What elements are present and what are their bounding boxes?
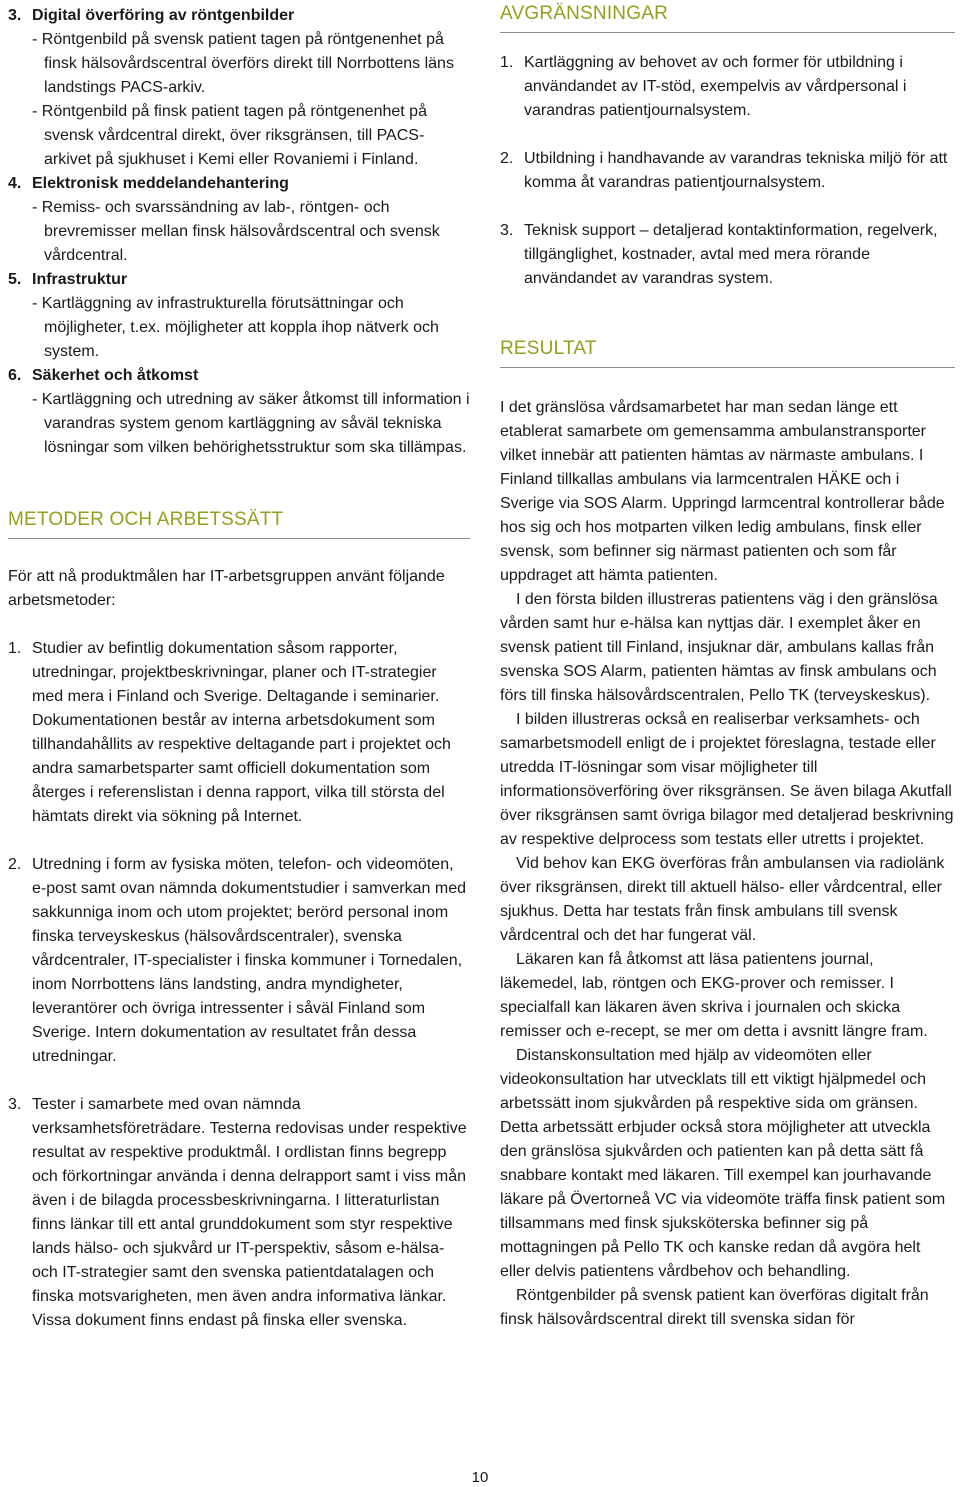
item-title: Infrastruktur <box>32 271 128 288</box>
list-item-4 <box>8 172 470 268</box>
item-sub: - Kartläggning av infrastrukturella förutsättningar och möjligheter, t.ex. möjligheter att koppla ihop nätverk och system. <box>32 295 439 360</box>
methods-intro: För att nå produktmålen har IT-arbetsgruppen använt följande arbetsmetoder: <box>8 568 445 609</box>
method-item-3 <box>8 1093 470 1333</box>
limit-number: 3. <box>500 222 514 239</box>
limit-text: Kartläggning av behovet av och former för utbildning i användandet av IT-stöd, exempelvis av vårdpersonal i varandras patientjournalsystem. <box>524 54 907 119</box>
item-number: 3. <box>8 7 22 24</box>
method-number: 1. <box>8 640 22 657</box>
method-number: 2. <box>8 856 22 873</box>
limits-heading: AVGRÄNSNINGAR <box>500 2 955 33</box>
item-sub: - Remiss- och svarssändning av lab-, röntgen- och brevremisser mellan finsk hälsovårdscentral och svensk vårdcentral. <box>32 199 440 264</box>
item-sub: - Röntgenbild på finsk patient tagen på röntgenenhet på svensk vårdcentral direkt, över riksgränsen, till PACS-arkivet på sjukhuset i Kemi eller Rovaniemi i Finland. <box>32 103 427 168</box>
result-paragraph: Läkaren kan få åtkomst att läsa patientens journal, läkemedel, lab, röntgen och EKG-prover och remisser. I specialfall kan läkaren även skriva i journalen och skicka remisser och e-recept, se mer om detta i avsnitt längre fram. <box>500 951 928 1040</box>
method-item-2 <box>8 853 470 1069</box>
result-paragraph: I det gränslösa vårdsamarbetet har man sedan länge ett etablerat samarbete om gemensamma ambulanstransporter vilket innebär att patienten hämtas av närmaste ambulans. I Finland tillkallas ambulans via larmcentralen HÄKE och i Sverige via SOS Alarm. Uppringd larmcentral kontrollerar både hos sig och hos motparten vilken ledig ambulans, finsk eller svensk, som befinner sig närmast patienten och som får uppdraget att hämta patienten. <box>500 399 945 584</box>
list-item-3 <box>8 4 470 172</box>
method-item-1 <box>8 637 470 829</box>
item-title: Elektronisk meddelandehantering <box>32 175 289 192</box>
limit-text: Utbildning i handhavande av varandras tekniska miljö för att komma åt varandras patientjournalsystem. <box>524 150 948 191</box>
item-number: 5. <box>8 271 22 288</box>
result-heading: RESULTAT <box>500 337 955 368</box>
item-title: Digital överföring av röntgenbilder <box>32 7 295 24</box>
limit-item-3 <box>500 219 955 291</box>
item-sub: - Kartläggning och utredning av säker åtkomst till information i varandras system genom kartläggning av såväl tekniska lösningar som vilken behörighetsstruktur som ska tillämpas. <box>32 391 470 456</box>
result-paragraph: Vid behov kan EKG överföras från ambulansen via radiolänk över riksgränsen, direkt till aktuell hälso- eller vårdcentral, eller sjukhus. Detta har testats från finsk ambulans till svensk vårdcentral och det har fungerat väl. <box>500 855 945 944</box>
result-paragraph: Röntgenbilder på svensk patient kan överföras digitalt från finsk hälsovårdscentral direkt till svenska sidan för <box>500 1287 929 1328</box>
list-item-6 <box>8 364 470 460</box>
method-number: 3. <box>8 1096 22 1113</box>
limit-number: 1. <box>500 54 514 71</box>
result-paragraph: Distanskonsultation med hjälp av videomöten eller videokonsultation har utvecklats till ett viktigt hjälpmedel och arbetssätt inom sjukvården på respektive sida om gränsen. Detta arbetssätt erbjuder också stora möjligheter att utveckla den gränslösa sjukvården och patienten kan på detta sätt få snabbare kontakt med läkaren. Till exempel kan jourhavande läkare på Övertorneå VC via videomöte träffa finsk patient som tillsammans med finsk sjuksköterska befinner sig på mottagningen på Pello TK och kanske redan då avgöra helt eller delvis patientens vårdbehov och behandling. <box>500 1047 946 1280</box>
limit-item-1 <box>500 51 955 123</box>
page-number: 10 <box>471 1469 489 1486</box>
limit-number: 2. <box>500 150 514 167</box>
item-sub: - Röntgenbild på svensk patient tagen på röntgenenhet på finsk hälsovårdscentral överförs direkt till Norrbottens läns landstings PACS-arkiv. <box>32 31 454 96</box>
methods-heading: METODER OCH ARBETSSÄTT <box>8 508 470 539</box>
item-number: 4. <box>8 175 22 192</box>
item-title: Säkerhet och åtkomst <box>32 367 199 384</box>
result-paragraph: I bilden illustreras också en realiserbar verksamhets- och samarbetsmodell enligt de i projektet föreslagna, testade eller utredda IT-lösningar som visar möjligheter till informationsöverföring över riksgränsen. Se även bilaga Akutfall över riksgränsen samt övriga bilagor med detaljerad beskrivning av respektive delprocess som testats eller utretts i projektet. <box>500 711 954 848</box>
left-column <box>8 0 470 1333</box>
method-text: Studier av befintlig dokumentation såsom rapporter, utredningar, projektbeskrivningar, planer och IT-strategier med mera i Finland och Sverige. Deltagande i seminarier. Dokumentationen består av interna arbetsdokument som tillhandahållits av respektive deltagande part i projektet och andra samarbetsparter samt officiell dokumentation som återges i referenslistan i denna rapport, vilka till största del hämtats direkt via sökning på Internet. <box>32 640 451 825</box>
list-item-5 <box>8 268 470 364</box>
method-text: Utredning i form av fysiska möten, telefon- och videomöten, e-post samt ovan nämnda dokumentstudier i samverkan med sakkunniga inom och utom projektet; berörd personal inom finska terveyskeskus (hälsovårdscentraler), svenska vårdcentraler, IT-specialister i finska kommuner i Tornedalen, inom Norrbottens läns landsting, andra myndigheter, leverantörer och övriga intressenter i såväl Finland som Sverige. Intern dokumentation av resultatet från dessa utredningar. <box>32 856 466 1065</box>
limit-item-2 <box>500 147 955 195</box>
limit-text: Teknisk support – detaljerad kontaktinformation, regelverk, tillgänglighet, kostnader, avtal med mera rörande användandet av varandras system. <box>524 222 938 287</box>
result-paragraph: I den första bilden illustreras patientens väg i den gränslösa vården samt hur e-hälsa kan nyttjas där. I exemplet åker en svensk patient till Finland, insjuknar där, ambulans kallas från svenska SOS Alarm, patienten hämtas av finsk ambulans och förs till finska hälsovårdscentralen, Pello TK (terveyskeskus). <box>500 591 938 704</box>
item-number: 6. <box>8 367 22 384</box>
method-text: Tester i samarbete med ovan nämnda verksamhetsföreträdare. Testerna redovisas under respektive resultat av respektive produktmål. I ordlistan finns begrepp och förkortningar använda i denna delrapport samt i viss mån även i de bilagda processbeskrivningarna. I litteraturlistan finns länkar till ett antal grunddokument som styr respektive lands hälso- och sjukvård ur IT-perspektiv, såsom e-hälsa- och IT-strategier samt den svenska patientdatalagen och finska motsvarigheten, men även andra informativa länkar. Vissa dokument finns endast på finska eller svenska. <box>32 1096 467 1329</box>
right-column <box>500 0 955 1332</box>
